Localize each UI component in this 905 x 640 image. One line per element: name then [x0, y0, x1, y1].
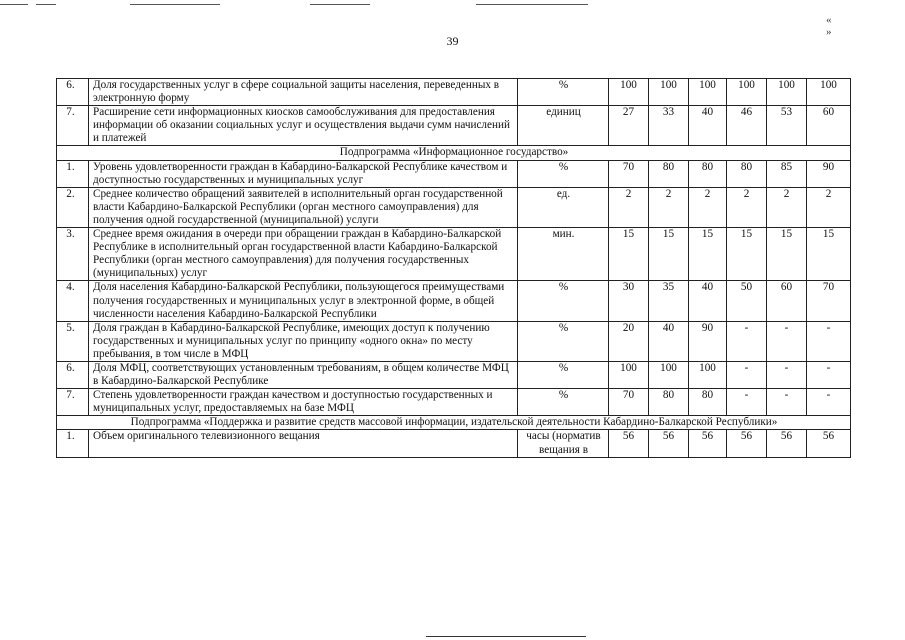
year-value: 100 — [767, 79, 807, 106]
year-value: 90 — [689, 321, 727, 361]
row-number: 4. — [57, 281, 89, 321]
subprogram-header-row — [57, 416, 851, 430]
year-value: - — [767, 361, 807, 388]
indicator-name: Расширение сети информационных киосков самообслуживания для предоставления информации об оказании социальных услуг и осуществления выдачи сумм начислений и платежей — [89, 106, 518, 146]
unit-of-measure: % — [518, 160, 609, 187]
unit-of-measure: часы (норматив вещания в — [518, 430, 609, 457]
indicator-name: Среднее количество обращений заявителей в исполнительный орган государственной власти Кабардино-Балкарской Республики (орган местного самоуправления) для получения одной государственной (муниципальной) услуги — [89, 187, 518, 227]
year-value: 100 — [689, 361, 727, 388]
table-row — [57, 106, 851, 146]
unit-of-measure: мин. — [518, 228, 609, 281]
year-value: 70 — [807, 281, 851, 321]
scan-artifact-line — [426, 636, 586, 637]
year-value: 2 — [689, 187, 727, 227]
subprogram-header-row — [57, 146, 851, 160]
year-value: 15 — [807, 228, 851, 281]
row-number: 5. — [57, 321, 89, 361]
table-row — [57, 389, 851, 416]
year-value: 40 — [689, 106, 727, 146]
year-value: 2 — [807, 187, 851, 227]
table-row — [57, 430, 851, 457]
year-value: 60 — [767, 281, 807, 321]
row-number: 7. — [57, 106, 89, 146]
scan-artifact-line — [130, 4, 220, 5]
year-value: 56 — [807, 430, 851, 457]
row-number: 7. — [57, 389, 89, 416]
table-row — [57, 281, 851, 321]
year-value: 46 — [727, 106, 767, 146]
year-value: 80 — [689, 160, 727, 187]
scan-artifact-line — [36, 4, 56, 5]
year-value: 33 — [649, 106, 689, 146]
indicator-name: Доля населения Кабардино-Балкарской Республики, пользующегося преимуществами получения государственных и муниципальных услуг в электронной форме, в общей численности населения Кабардино-Балкарской Республики — [89, 281, 518, 321]
year-value: 80 — [649, 389, 689, 416]
year-value: 15 — [649, 228, 689, 281]
corner-marks: « » — [826, 14, 858, 38]
table-row — [57, 321, 851, 361]
row-number: 1. — [57, 160, 89, 187]
year-value: 80 — [727, 160, 767, 187]
year-value: 2 — [727, 187, 767, 227]
year-value: - — [807, 361, 851, 388]
indicator-name: Среднее время ожидания в очереди при обращении граждан в Кабардино-Балкарской Республике в исполнительный орган государственной власти Кабардино-Балкарской Республики (орган местного самоуправления) для получения государственных (муниципальных) услуг — [89, 228, 518, 281]
year-value: 30 — [609, 281, 649, 321]
year-value: 2 — [649, 187, 689, 227]
year-value: - — [807, 389, 851, 416]
year-value: - — [807, 321, 851, 361]
year-value: 60 — [807, 106, 851, 146]
page-number: 39 — [446, 34, 459, 48]
year-value: 100 — [807, 79, 851, 106]
subprogram-title: Подпрограмма «Информационное государство» — [57, 146, 851, 160]
year-value: 100 — [727, 79, 767, 106]
row-number: 6. — [57, 79, 89, 106]
year-value: 85 — [767, 160, 807, 187]
scan-artifact-line — [476, 4, 588, 5]
year-value: 15 — [727, 228, 767, 281]
year-value: 100 — [609, 361, 649, 388]
year-value: 56 — [727, 430, 767, 457]
year-value: 56 — [767, 430, 807, 457]
year-value: 2 — [767, 187, 807, 227]
table-row — [57, 187, 851, 227]
table-row — [57, 228, 851, 281]
year-value: 56 — [689, 430, 727, 457]
year-value: 56 — [609, 430, 649, 457]
year-value: 15 — [689, 228, 727, 281]
year-value: 40 — [689, 281, 727, 321]
year-value: 15 — [609, 228, 649, 281]
year-value: 100 — [689, 79, 727, 106]
year-value: 35 — [649, 281, 689, 321]
table-row — [57, 79, 851, 106]
indicator-name: Степень удовлетворенности граждан качеством и доступностью государственных и муниципальных услуг, предоставляемых на базе МФЦ — [89, 389, 518, 416]
year-value: 50 — [727, 281, 767, 321]
unit-of-measure: ед. — [518, 187, 609, 227]
year-value: - — [727, 389, 767, 416]
year-value: 90 — [807, 160, 851, 187]
unit-of-measure: единиц — [518, 106, 609, 146]
row-number: 1. — [57, 430, 89, 457]
year-value: 15 — [767, 228, 807, 281]
scan-artifact-line — [0, 4, 28, 5]
year-value: - — [727, 321, 767, 361]
year-value: 80 — [649, 160, 689, 187]
year-value: 2 — [609, 187, 649, 227]
year-value: 20 — [609, 321, 649, 361]
year-value: 40 — [649, 321, 689, 361]
year-value: 56 — [649, 430, 689, 457]
indicator-name: Объем оригинального телевизионного вещания — [89, 430, 518, 457]
table-row — [57, 160, 851, 187]
row-number: 3. — [57, 228, 89, 281]
row-number: 2. — [57, 187, 89, 227]
year-value: 80 — [689, 389, 727, 416]
unit-of-measure: % — [518, 321, 609, 361]
unit-of-measure: % — [518, 281, 609, 321]
year-value: 53 — [767, 106, 807, 146]
row-number: 6. — [57, 361, 89, 388]
subprogram-title: Подпрограмма «Поддержка и развитие средств массовой информации, издательской деятельности Кабардино-Балкарской Республики» — [57, 416, 851, 430]
year-value: 100 — [649, 79, 689, 106]
unit-of-measure: % — [518, 389, 609, 416]
year-value: - — [727, 361, 767, 388]
indicators-table-body — [57, 79, 851, 458]
year-value: 27 — [609, 106, 649, 146]
unit-of-measure: % — [518, 361, 609, 388]
year-value: 100 — [649, 361, 689, 388]
unit-of-measure: % — [518, 79, 609, 106]
year-value: - — [767, 389, 807, 416]
scan-artifact-line — [310, 4, 370, 5]
year-value: - — [767, 321, 807, 361]
year-value: 70 — [609, 389, 649, 416]
table-row — [57, 361, 851, 388]
year-value: 70 — [609, 160, 649, 187]
indicator-name: Доля МФЦ, соответствующих установленным требованиям, в общем количестве МФЦ в Кабардино-Балкарской Республике — [89, 361, 518, 388]
indicators-table — [56, 78, 851, 458]
indicator-name: Уровень удовлетворенности граждан в Кабардино-Балкарской Республике качеством и доступностью государственных и муниципальных услуг — [89, 160, 518, 187]
indicator-name: Доля граждан в Кабардино-Балкарской Республике, имеющих доступ к получению государственных и муниципальных услуг по принципу «одного окна» по месту пребывания, в том числе в МФЦ — [89, 321, 518, 361]
indicator-name: Доля государственных услуг в сфере социальной защиты населения, переведенных в электронную форму — [89, 79, 518, 106]
year-value: 100 — [609, 79, 649, 106]
